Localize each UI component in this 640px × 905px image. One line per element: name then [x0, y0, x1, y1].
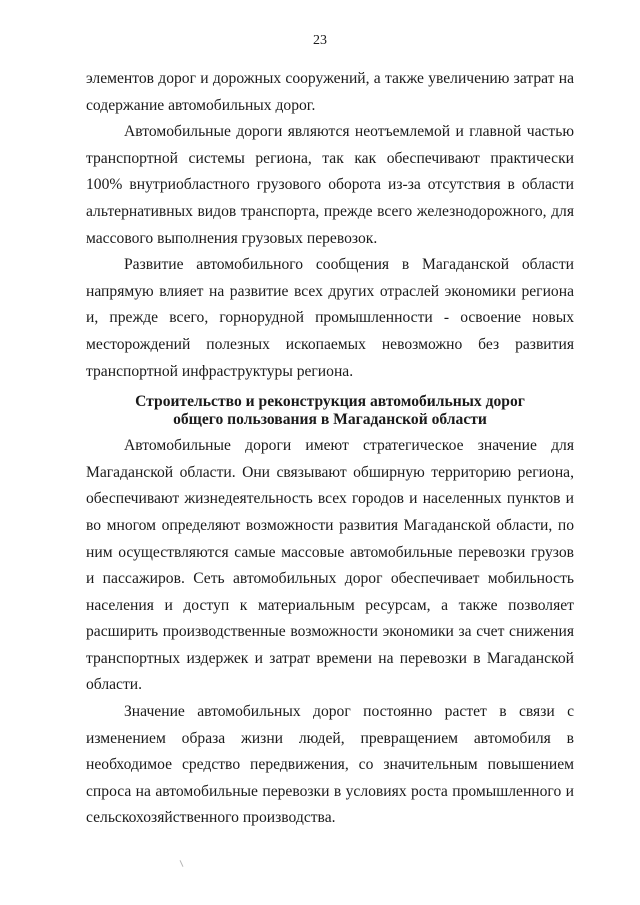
paragraph-strategic-importance: Автомобильные дороги имеют стратегическое значение для Магаданской области. Они связывают обширную территорию региона, обеспечивают жизнедеятельность всех городов и населенных пунктов и во многом определяют возможности развития Магаданской области, по ним осуществляются самые массовые автомобильные перевозки грузов и пассажиров. Сеть автомобильных дорог обеспечивает мобильность населения и доступ к материальным ресурсам, а также позволяет расширить производственные возможности экономики за счет снижения транспортных издержек и затрат времени на перевозки в Магаданской области. [86, 437, 574, 694]
section-heading [86, 393, 574, 429]
paragraph-transport-system: Автомобильные дороги являются неотъемлемой и главной частью транспортной системы региона, так как обеспечивают практически 100% внутриобластного грузового оборота из-за отсутствия в области альтернативных видов транспорта, прежде всего железнодорожного, для массового выполнения грузовых перевозок. [86, 123, 574, 247]
scan-artifact-mark [180, 860, 184, 867]
paragraph-economic-impact: Развитие автомобильного сообщения в Магаданской области напрямую влияет на развитие всех других отраслей экономики региона и, прежде всего, горнорудной промышленности - освоение новых месторождений полезных ископаемых невозможно без развития транспортной инфраструктуры региона. [86, 256, 574, 380]
page-number: 23 [313, 33, 327, 48]
page-body [86, 66, 574, 832]
paragraph-continuation: элементов дорог и дорожных сооружений, а также увеличению затрат на содержание автомобильных дорог. [86, 70, 574, 114]
paragraph-growing-importance: Значение автомобильных дорог постоянно растет в связи с изменением образа жизни людей, превращением автомобиля в необходимое средство передвижения, со значительным повышением спроса на автомобильные перевозки в условиях роста промышленного и сельскохозяйственного производства. [86, 703, 574, 827]
section-heading-line-2: общего пользования в Магаданской области [173, 411, 487, 429]
section-heading-line-1: Строительство и реконструкция автомобильных дорог [135, 393, 525, 411]
